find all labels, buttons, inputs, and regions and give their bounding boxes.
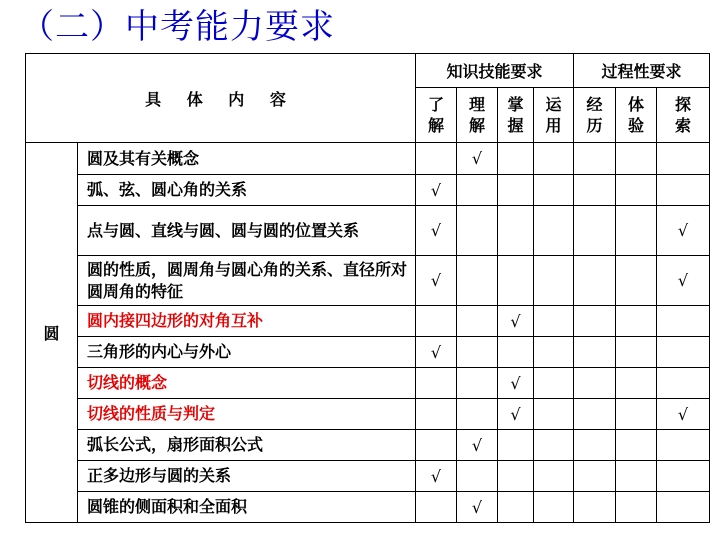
check-cell (616, 306, 657, 337)
row-content: 弧长公式，扇形面积公式 (78, 430, 416, 461)
row-content: 圆及其有关概念 (78, 143, 416, 175)
header-row-top (26, 54, 710, 88)
check-cell (457, 256, 498, 306)
check-cell (534, 492, 574, 523)
check-cell (457, 175, 498, 206)
table-row (26, 430, 710, 461)
check-cell (657, 306, 710, 337)
check-cell (574, 430, 616, 461)
row-content: 切线的概念 (78, 368, 416, 399)
check-cell (657, 368, 710, 399)
check-cell (574, 206, 616, 256)
check-cell (457, 306, 498, 337)
check-cell (534, 206, 574, 256)
sub-header-apply: 运 用 (534, 88, 574, 143)
sub-header-experience: 经 历 (574, 88, 616, 143)
check-cell (534, 256, 574, 306)
check-cell (574, 368, 616, 399)
table-row (26, 492, 710, 523)
process-requirements-header: 过程性要求 (574, 54, 710, 88)
table-row (26, 337, 710, 368)
sub-header-comprehend: 理 解 (457, 88, 498, 143)
check-cell (574, 399, 616, 430)
check-cell (657, 337, 710, 368)
row-content: 正多边形与圆的关系 (78, 461, 416, 492)
content-header: 具 体 内 容 (26, 54, 416, 143)
check-cell (534, 175, 574, 206)
check-cell (534, 368, 574, 399)
check-cell (416, 368, 457, 399)
check-cell (498, 206, 534, 256)
requirements-table (25, 53, 710, 523)
check-cell: √ (657, 206, 710, 256)
table-row (26, 399, 710, 430)
check-cell (416, 492, 457, 523)
table-row (26, 206, 710, 256)
check-cell: √ (457, 492, 498, 523)
check-cell (534, 399, 574, 430)
check-cell (574, 461, 616, 492)
table-row (26, 175, 710, 206)
row-content: 弧、弦、圆心角的关系 (78, 175, 416, 206)
check-cell (534, 306, 574, 337)
table-row (26, 256, 710, 306)
table-row (26, 461, 710, 492)
sub-header-master: 掌 握 (498, 88, 534, 143)
row-content: 圆的性质，圆周角与圆心角的关系、直径所对圆周角的特征 (78, 256, 416, 306)
check-cell (498, 461, 534, 492)
check-cell (416, 399, 457, 430)
check-cell: √ (498, 306, 534, 337)
check-cell (534, 461, 574, 492)
check-cell: √ (457, 430, 498, 461)
check-cell (457, 399, 498, 430)
check-cell (616, 492, 657, 523)
check-cell: √ (416, 206, 457, 256)
table-row (26, 306, 710, 337)
check-cell (657, 175, 710, 206)
row-content: 切线的性质与判定 (78, 399, 416, 430)
check-cell (457, 206, 498, 256)
check-cell (657, 143, 710, 175)
check-cell (574, 143, 616, 175)
check-cell (574, 492, 616, 523)
check-cell (574, 256, 616, 306)
check-cell (616, 399, 657, 430)
check-cell (534, 430, 574, 461)
row-content: 圆锥的侧面积和全面积 (78, 492, 416, 523)
check-cell (616, 206, 657, 256)
sub-header-feel: 体 验 (616, 88, 657, 143)
sub-header-understand: 了 解 (416, 88, 457, 143)
check-cell (616, 143, 657, 175)
check-cell (534, 143, 574, 175)
check-cell: √ (416, 461, 457, 492)
check-cell: √ (416, 175, 457, 206)
check-cell (574, 306, 616, 337)
check-cell: √ (498, 399, 534, 430)
check-cell: √ (657, 399, 710, 430)
check-cell: √ (416, 337, 457, 368)
row-content: 点与圆、直线与圆、圆与圆的位置关系 (78, 206, 416, 256)
check-cell (574, 337, 616, 368)
skill-requirements-header: 知识技能要求 (416, 54, 574, 88)
check-cell (498, 337, 534, 368)
check-cell (498, 175, 534, 206)
check-cell (616, 368, 657, 399)
check-cell (574, 175, 616, 206)
check-cell (616, 175, 657, 206)
check-cell (457, 368, 498, 399)
check-cell (457, 337, 498, 368)
check-cell (616, 461, 657, 492)
check-cell (498, 430, 534, 461)
table-row (26, 143, 710, 175)
check-cell (498, 143, 534, 175)
check-cell (498, 492, 534, 523)
check-cell (616, 256, 657, 306)
check-cell: √ (457, 143, 498, 175)
table-row (26, 368, 710, 399)
check-cell (616, 337, 657, 368)
row-content: 圆内接四边形的对角互补 (78, 306, 416, 337)
page-title: （二）中考能力要求 (20, 7, 335, 47)
category-cell: 圆 (26, 143, 78, 523)
check-cell (657, 430, 710, 461)
check-cell (616, 430, 657, 461)
check-cell (657, 461, 710, 492)
check-cell: √ (498, 368, 534, 399)
check-cell: √ (416, 256, 457, 306)
check-cell (416, 143, 457, 175)
check-cell (416, 430, 457, 461)
row-content: 三角形的内心与外心 (78, 337, 416, 368)
check-cell: √ (657, 256, 710, 306)
sub-header-explore: 探 索 (657, 88, 710, 143)
check-cell (416, 306, 457, 337)
check-cell (657, 492, 710, 523)
check-cell (534, 337, 574, 368)
check-cell (457, 461, 498, 492)
check-cell (498, 256, 534, 306)
